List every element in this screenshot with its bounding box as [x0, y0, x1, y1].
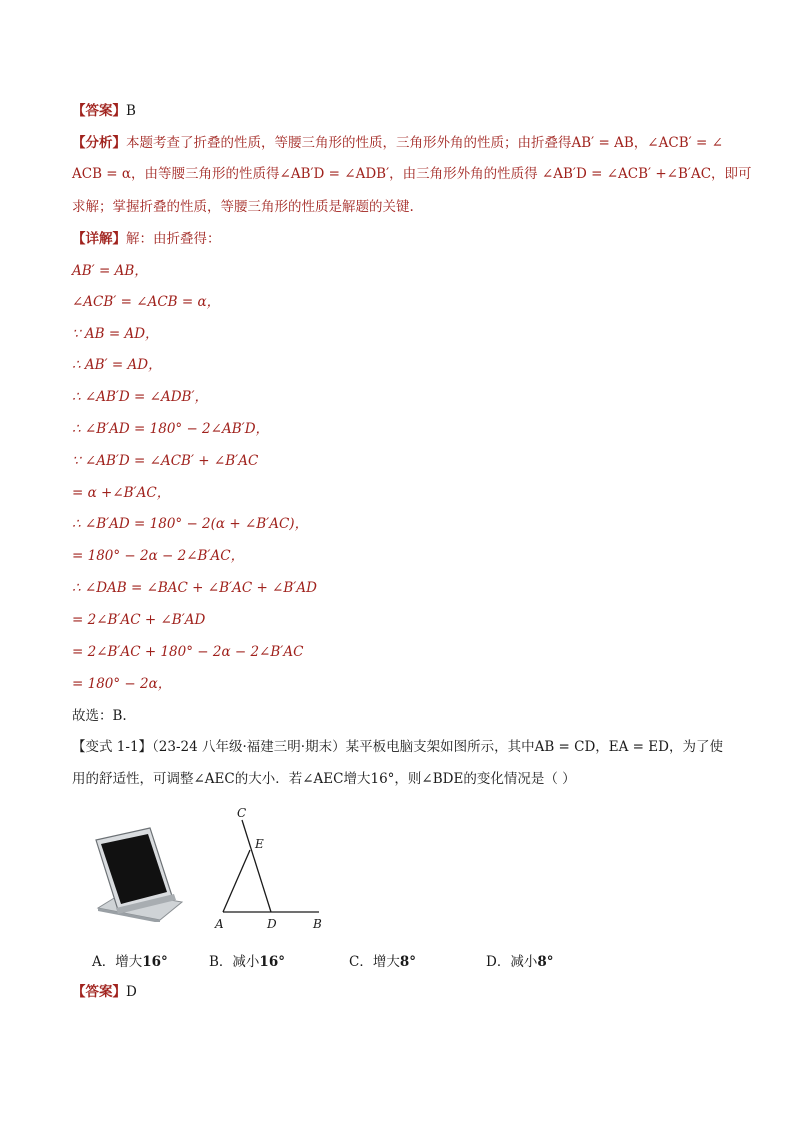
analysis-line-2: ACB = α，由等腰三角形的性质得∠AB′D = ∠ADB′，由三角形外角的性质得 ∠AB′D = ∠ACB′ +∠B′AC，即可 — [72, 166, 752, 182]
choice-value: 16° — [142, 954, 168, 970]
solution-step: AB′ = AB， — [72, 263, 148, 279]
detail-intro: 解：由折叠得： — [126, 231, 221, 247]
solution-step: ∵ AB = AD， — [72, 326, 159, 342]
solution-step: ∴ ∠B′AD = 180° − 2∠AB′D， — [72, 421, 270, 437]
label-a: A — [215, 917, 224, 931]
conclusion: 故选：B. — [72, 708, 127, 724]
choice-letter: A． — [92, 954, 116, 970]
variant-line-2: 用的舒适性，可调整∠AEC的大小．若∠AEC增大16°，则∠BDE的变化情况是（ ） — [72, 771, 576, 787]
analysis-text-1: 本题考查了折叠的性质，等腰三角形的性质，三角形外角的性质；由折叠得AB′ = AB，∠ACB′ = ∠ — [126, 135, 723, 151]
line-cd — [242, 820, 271, 912]
variant-text-1: （23-24 八年级·福建三明·期末）某平板电脑支架如图所示，其中AB = CD，EA = ED，为了使 — [152, 739, 723, 755]
analysis-line-1 — [72, 133, 723, 153]
answer-value: D — [126, 984, 137, 1000]
solution-step: ∠ACB′ = ∠ACB = α， — [72, 294, 221, 310]
choice-letter: C． — [349, 954, 373, 970]
choice-text: 减小 — [510, 954, 538, 970]
solution-step: = 180° − 2α， — [72, 676, 172, 692]
analysis-line-3: 求解；掌握折叠的性质，等腰三角形的性质是解题的关键. — [72, 199, 414, 215]
choice-value: 8° — [399, 954, 416, 970]
choice-text: 增大 — [372, 954, 400, 970]
label-b: B — [313, 917, 322, 931]
answer-label: 【答案】 — [72, 103, 126, 119]
choice-letter: B． — [209, 954, 233, 970]
solution-step: ∵ ∠AB′D = ∠ACB′ + ∠B′AC — [72, 453, 259, 469]
answer-value: B — [126, 103, 136, 119]
solution-step: = α +∠B′AC， — [72, 485, 171, 501]
solution-step: ∴ ∠AB′D = ∠ADB′， — [72, 389, 209, 405]
answer-label: 【答案】 — [72, 984, 126, 1000]
solution-step: ∴ ∠B′AD = 180° − 2(α + ∠B′AC)， — [72, 516, 309, 532]
answer-line-1 — [72, 101, 136, 121]
solution-step: = 2∠B′AC + 180° − 2α − 2∠B′AC — [72, 644, 304, 660]
choice-value: 16° — [259, 954, 285, 970]
variant-line-1 — [72, 737, 723, 757]
label-e: E — [255, 837, 264, 851]
choice-letter: D． — [486, 954, 511, 970]
tablet-stand-illustration — [90, 822, 190, 922]
solution-step: ∴ ∠DAB = ∠BAC + ∠B′AC + ∠B′AD — [72, 580, 317, 596]
label-c: C — [237, 806, 247, 820]
geometry-diagram — [205, 800, 335, 935]
choice-c[interactable] — [349, 950, 416, 970]
variant-label: 【变式 1-1】 — [72, 739, 153, 755]
choice-text: 增大 — [115, 954, 143, 970]
solution-step: = 180° − 2α − 2∠B′AC， — [72, 548, 245, 564]
answer-line-2 — [72, 982, 137, 1002]
analysis-label: 【分析】 — [72, 135, 126, 151]
solution-step: ∴ AB′ = AD， — [72, 357, 162, 373]
detail-header — [72, 229, 221, 249]
solution-step: = 2∠B′AC + ∠B′AD — [72, 612, 206, 628]
choice-value: 8° — [537, 954, 554, 970]
label-d: D — [267, 917, 277, 931]
line-ae — [223, 850, 250, 912]
choice-text: 减小 — [232, 954, 260, 970]
choice-d[interactable] — [486, 950, 553, 970]
choice-b[interactable] — [209, 950, 285, 970]
detail-label: 【详解】 — [72, 231, 126, 247]
choice-a[interactable] — [92, 950, 168, 970]
